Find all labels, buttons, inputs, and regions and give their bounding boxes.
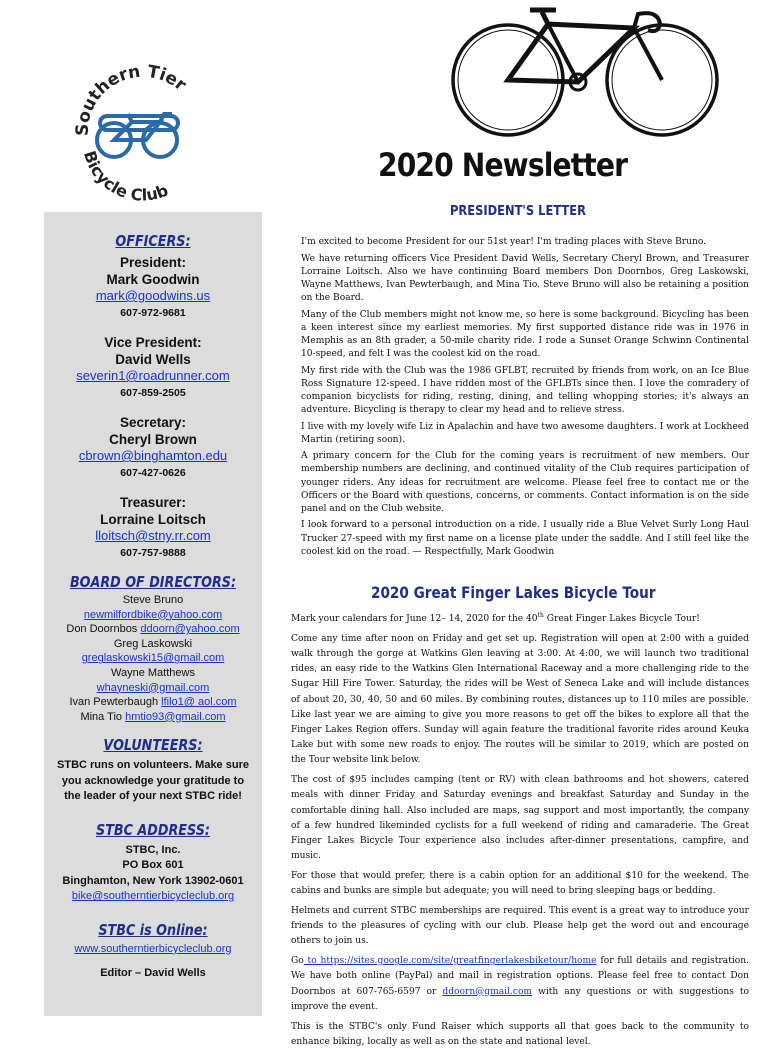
board-member-name: Mina Tio	[80, 710, 123, 723]
presidents-letter-body	[301, 236, 749, 562]
officer-email-link[interactable]: lloitsch@stny.rr.com	[95, 528, 211, 543]
paragraph: A primary concern for the Club for the coming years is recruitment of new members. Our membership numbers are declining, and continued vitality of the Club requires participation of younger riders. Any ideas for recruitment are welcome. Please feel free to contact me or the Officers or the Board with questions, concerns, or comments. Contact information is on the side panel and on the Club website.	[301, 451, 749, 514]
board-member-email-link[interactable]: hmtio93@gmail.com	[125, 710, 226, 723]
board-member	[44, 695, 262, 710]
paragraph: The cost of $95 includes camping (tent or RV) with clean bathrooms and hot showers, catered meals with dinner Friday and Saturday evenings and breakfast Saturday and Sunday in the comfortable dining hall. Also included are maps, sag support and most importantly, the company of a few hundred likeminded cyclists for a full weekend of riding and camaraderie. The Great Finger Lakes Bicycle Tour experience also includes after-dinner presentations, campfire, and music.	[291, 775, 749, 862]
logo-text-bottom: Bicycle Club	[79, 148, 171, 205]
tour-article-body	[291, 612, 749, 1055]
board-member-email-link[interactable]: lfilo1@ aol.com	[161, 696, 237, 709]
officer-secretary	[44, 414, 262, 480]
logo-text-top: Southern Tier	[72, 61, 190, 137]
volunteers-text: STBC runs on volunteers. Make sure you acknowledge your gratitude to the leader of your next STBC ride!	[57, 759, 249, 803]
officer-email-link[interactable]: mark@goodwins.us	[95, 288, 211, 303]
officer-phone: 607-427-0626	[120, 467, 186, 479]
address-email-link[interactable]: bike@southerntierbicycleclub.org	[71, 890, 235, 903]
board-member-email-link[interactable]: whayneski@gmail.com	[96, 681, 210, 694]
address-line: STBC, Inc.	[125, 843, 181, 856]
editor-credit: Editor – David Wells	[100, 966, 206, 979]
text-run: with any questions or with suggestions to improve the event.	[291, 986, 750, 1012]
officer-president	[44, 254, 262, 320]
board-member	[44, 622, 262, 637]
bicycle-illustration	[280, 0, 720, 150]
logo-bicycle-icon	[97, 114, 178, 157]
board-member-email-link[interactable]: greglaskowski15@gmail.com	[81, 652, 225, 665]
officer-treasurer	[44, 494, 262, 560]
board-member	[44, 710, 262, 725]
text-run: Great Finger Lakes Bicycle Tour!	[543, 614, 700, 624]
officer-phone: 607-972-9681	[120, 307, 186, 319]
officer-vice-president	[44, 334, 262, 400]
officer-role: Secretary:	[119, 415, 187, 430]
volunteers-heading: VOLUNTEERS:	[103, 736, 203, 755]
officer-name: Cheryl Brown	[109, 432, 197, 447]
tour-heading: 2020 Great Finger Lakes Bicycle Tour	[371, 583, 656, 602]
board-member-email-link[interactable]: ddoorn@yahoo.com	[140, 623, 240, 636]
paragraph	[291, 612, 749, 627]
sidebar-panel	[44, 212, 262, 1016]
online-heading: STBC is Online:	[98, 920, 208, 939]
officer-email-link[interactable]: severin1@roadrunner.com	[76, 368, 230, 383]
website-link[interactable]: www.southerntierbicycleclub.org	[74, 942, 232, 955]
board-member-name: Don Doornbos	[66, 623, 138, 636]
officer-role: President:	[119, 255, 187, 270]
officer-email-link[interactable]: cbrown@binghamton.edu	[78, 448, 228, 463]
page-title: 2020 Newsletter	[378, 146, 628, 184]
paragraph	[291, 954, 749, 1015]
officer-name: Mark Goodwin	[106, 272, 200, 287]
text-run: Go	[291, 956, 304, 967]
paragraph: Helmets and current STBC memberships are required. This event is a great way to introduce your friends to the pleasures of cycling with our club. Please help get the word out and encourage others to join us.	[291, 906, 749, 947]
board-member-email-link[interactable]: newmilfordbike@yahoo.com	[83, 608, 223, 621]
paragraph: I look forward to a personal introduction on a ride. I usually ride a Blue Velvet Surly Long Haul Trucker 27-speed with my first name on a license plate under the saddle. And I still feel like the coolest kid on the road. — Respectfully, Mark Goodwin	[301, 520, 749, 557]
officers-heading: OFFICERS:	[115, 232, 191, 250]
superscript: th	[537, 611, 544, 619]
paragraph: This is the STBC's only Fund Raiser which supports all that goes back to the community to enhance biking, locally as well as on the state and national level.	[291, 1021, 749, 1047]
board-member-name: Steve Bruno	[122, 594, 184, 606]
text-run: for full details and registration. We have both online (PayPal) and mail in registration options. Please feel free to contact Don Doornbos at 607-765-6597 or	[291, 956, 749, 997]
board-heading: BOARD OF DIRECTORS:	[69, 573, 237, 591]
contact-email-link[interactable]: ddoorn@gmail.com	[442, 986, 533, 997]
officer-role: Treasurer:	[119, 495, 187, 510]
paragraph: I live with my lovely wife Liz in Apalachin and have two awesome daughters. I work at Lockheed Martin (retiring soon).	[301, 421, 749, 445]
officer-role: Vice President:	[104, 335, 202, 350]
presidents-letter-heading: PRESIDENT'S LETTER	[450, 203, 586, 219]
paragraph: My first ride with the Club was the 1986 GFLBT, recruited by friends from work, on an Ice Blue Ross Signature 12-speed. I have ridden most of the GFLBTs since then. I love the comradery of companion bicyclists for riding, resting, dining, and telling whopping stories; it's always an adventure. Bicycling is therapy to clear my head and to relieve stress.	[301, 365, 749, 415]
address-heading: STBC ADDRESS:	[96, 820, 210, 839]
paragraph: For those that would prefer, there is a cabin option for an additional $10 for the weekend. The cabins and bunks are simple but adequate; you will need to bring sleeping bags or bedding.	[291, 871, 749, 897]
address-block	[44, 843, 262, 905]
address-line: Binghamton, New York 13902-0601	[62, 874, 244, 887]
tour-website-link[interactable]: to https://sites.google.com/site/greatfingerlakesbiketour/home	[303, 956, 597, 967]
officer-phone: 607-859-2505	[120, 387, 186, 399]
board-member-name: Ivan Pewterbaugh	[69, 696, 159, 709]
club-logo	[48, 58, 228, 208]
paragraph: Come any time after noon on Friday and get set up. Registration will open at 2:00 with a guided walk through the gorge at Watkins Glen leaving at 3:00. At 4:00, we will launch two traditional rides, an easy ride to the Watkins Glen International Raceway and a more challenging ride to the Sugar Hill Fire Tower. Saturday, the rides will be West of Seneca Lake and will include distances of about 20, 30, 40, 50 and 60 miles. By combining routes, distances up to 110 miles are possible. Like last year we are aiming to give you more reasons to get off the bikes to explore all that the Finger Lakes Region offers. Sunday will again feature the traditional favorite rides around Keuka Lake but with some new roads to enjoy. The routes will be similar to 2019, which are posted on the Tour website link below.	[291, 633, 749, 766]
paragraph: Many of the Club members might not know me, so here is some background. Bicycling has been a keen interest since my earliest memories. My first supported distance ride was in 1976 in Memphis as an 8th grader, a 50-mile charity ride. I rode a Sunset Orange Schwinn Continental 10-speed, and felt I was the coolest kid on the road.	[301, 309, 749, 359]
officer-name: Lorraine Loitsch	[100, 512, 206, 527]
text-run: Mark your calendars for June 12– 14, 2020 for the 40	[291, 614, 538, 624]
paragraph: We have returning officers Vice President David Wells, Secretary Cheryl Brown, and Treasurer Lorraine Loitsch. Also we have continuing Board members Don Doornbos, Greg Laskowski, Wayne Matthews, Ivan Pewterbaugh, and Mina Tio. Steve Bruno will also be retaining a position on the Board.	[301, 253, 749, 303]
board-member-name: Wayne Matthews	[111, 666, 195, 679]
officer-name: David Wells	[115, 352, 191, 367]
board-member-name: Greg Laskowski	[113, 637, 193, 650]
board-list	[44, 593, 262, 724]
paragraph: I'm excited to become President for our 51st year! I'm trading places with Steve Bruno.	[301, 237, 707, 247]
address-line: PO Box 601	[122, 859, 184, 872]
officer-phone: 607-757-9888	[120, 547, 186, 559]
